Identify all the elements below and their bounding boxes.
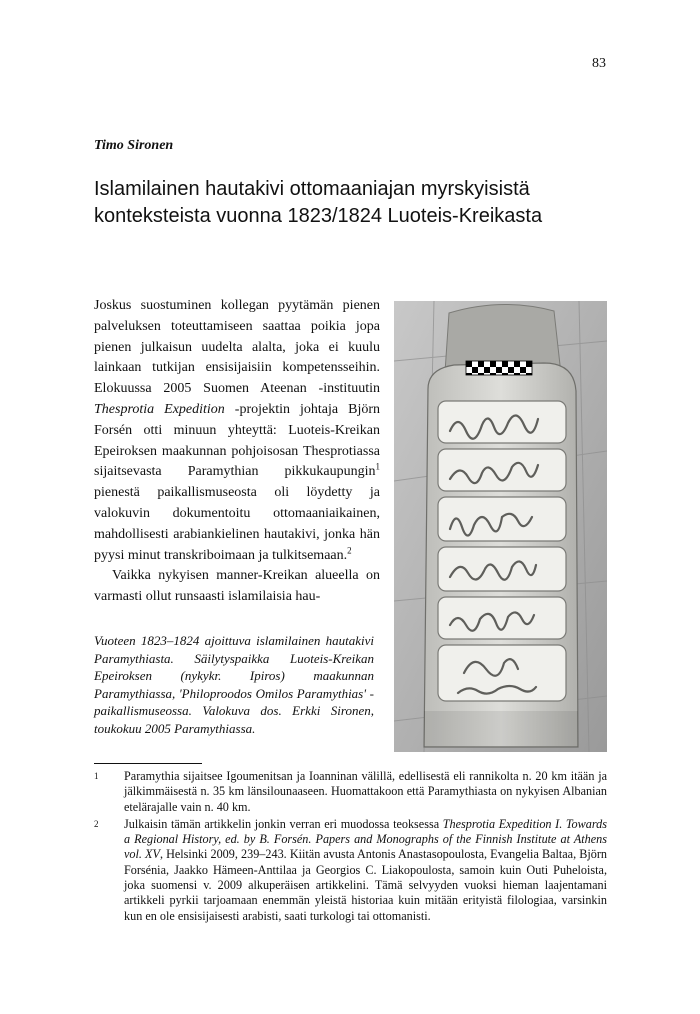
footnote-ref-2[interactable]: 2 <box>347 544 352 555</box>
page-number: 83 <box>592 56 606 71</box>
footnote-number: 2 <box>94 818 99 829</box>
footnote-2 <box>94 817 607 924</box>
gravestone-photo <box>394 301 607 752</box>
body-paragraph-1: Joskus suostuminen kollegan pyytämän pienen palveluksen toteuttamiseen saattaa poikia jopa pienen julkaisun uudelta alalta, joka ei kuulu lainkaan tutkijan ensisijaisiin kompetensseihin. Elokuussa 2005 Suomen Ateenan -instituutin Thesprotia Expedition -projektin johtaja Björn Forsén otti minuun yhteyttä: Luoteis-Kreikan Epeiroksen maakunnan pohjoisosan Thesprotiassa sijaitsevasta Paramythian pikkukaupungin$^1$ pienestä paikallismuseosta oli löydetty ja valokuvin dokumentoitu ottomaaniaikainen, mahdollisesti arabiankielinen hautakivi, jonka hän pyysi minut transkriboimaan ja tulkitsemaan.$^2$ <box>94 298 380 563</box>
footnote-text: Julkaisin tämän artikkelin jonkin verran eri muodossa teoksessa Thesprotia Expedition I. Towards a Regional History, ed. by B. Forsén. Papers and Monographs of the Finnish Institute at Athens vol. XV, Helsinki 2009, 239–243. Kiitän avusta Antonis Anastasopoulosta, Evangelia Baltaa, Björn Forsénia, Jaakko Hämeen-Anttilaa ja Georgios C. Liakopoulosta, samoin kuin Outi Puheloista, joka suomensi v. 2009 alkuperäisen artikkelini. Tämä selvyyden vuoksi hieman laajentamani artikkeli pyrkii tarjoamaan enemmän yleistä historiaa kuin mitään erityistä filologiaa, varsinkin kun en ole ensisijaisesti arabisti, saati turkologi tai ottomanisti. <box>124 816 607 923</box>
figure-caption: Vuoteen 1823–1824 ajoittuva islamilainen hautakivi Paramythiasta. Säilytyspaikka Luoteis-Kreikan Epeiroksen (nykykr. Ipiros) maakunnan Paramythiassa, 'Philoproodos Omilos Paramythias' -paikallismuseossa. Valokuva dos. Erkki Sironen, toukokuu 2005 Paramythiassa. <box>94 633 374 736</box>
body-text <box>94 296 380 608</box>
author-name: Timo Sironen <box>94 138 174 153</box>
footnote-number: 1 <box>94 771 99 781</box>
footnote-1 <box>94 769 607 815</box>
footnotes <box>94 769 607 924</box>
article-title: Islamilainen hautakivi ottomaaniajan myrskyisistä konteksteista vuonna 1823/1824 Luoteis-Kreikasta <box>94 178 543 227</box>
footnote-text: Paramythia sijaitsee Igoumenitsan ja Ioanninan välillä, edellisestä eli rannikolta n. 20 km itään ja jälkimmäisestä n. 35 km länsilounaaseen. Huomattakoon että Paramythiasta on nykyisen Albanian etelärajalle vain n. 40 km. <box>124 769 607 814</box>
body-paragraph-2: Vaikka nykyisen manner-Kreikan alueella on varmasti ollut runsaasti islamilaisia hau- <box>94 568 380 605</box>
footnote-ref-1[interactable]: 1 <box>375 461 380 472</box>
footnote-separator <box>94 763 202 764</box>
